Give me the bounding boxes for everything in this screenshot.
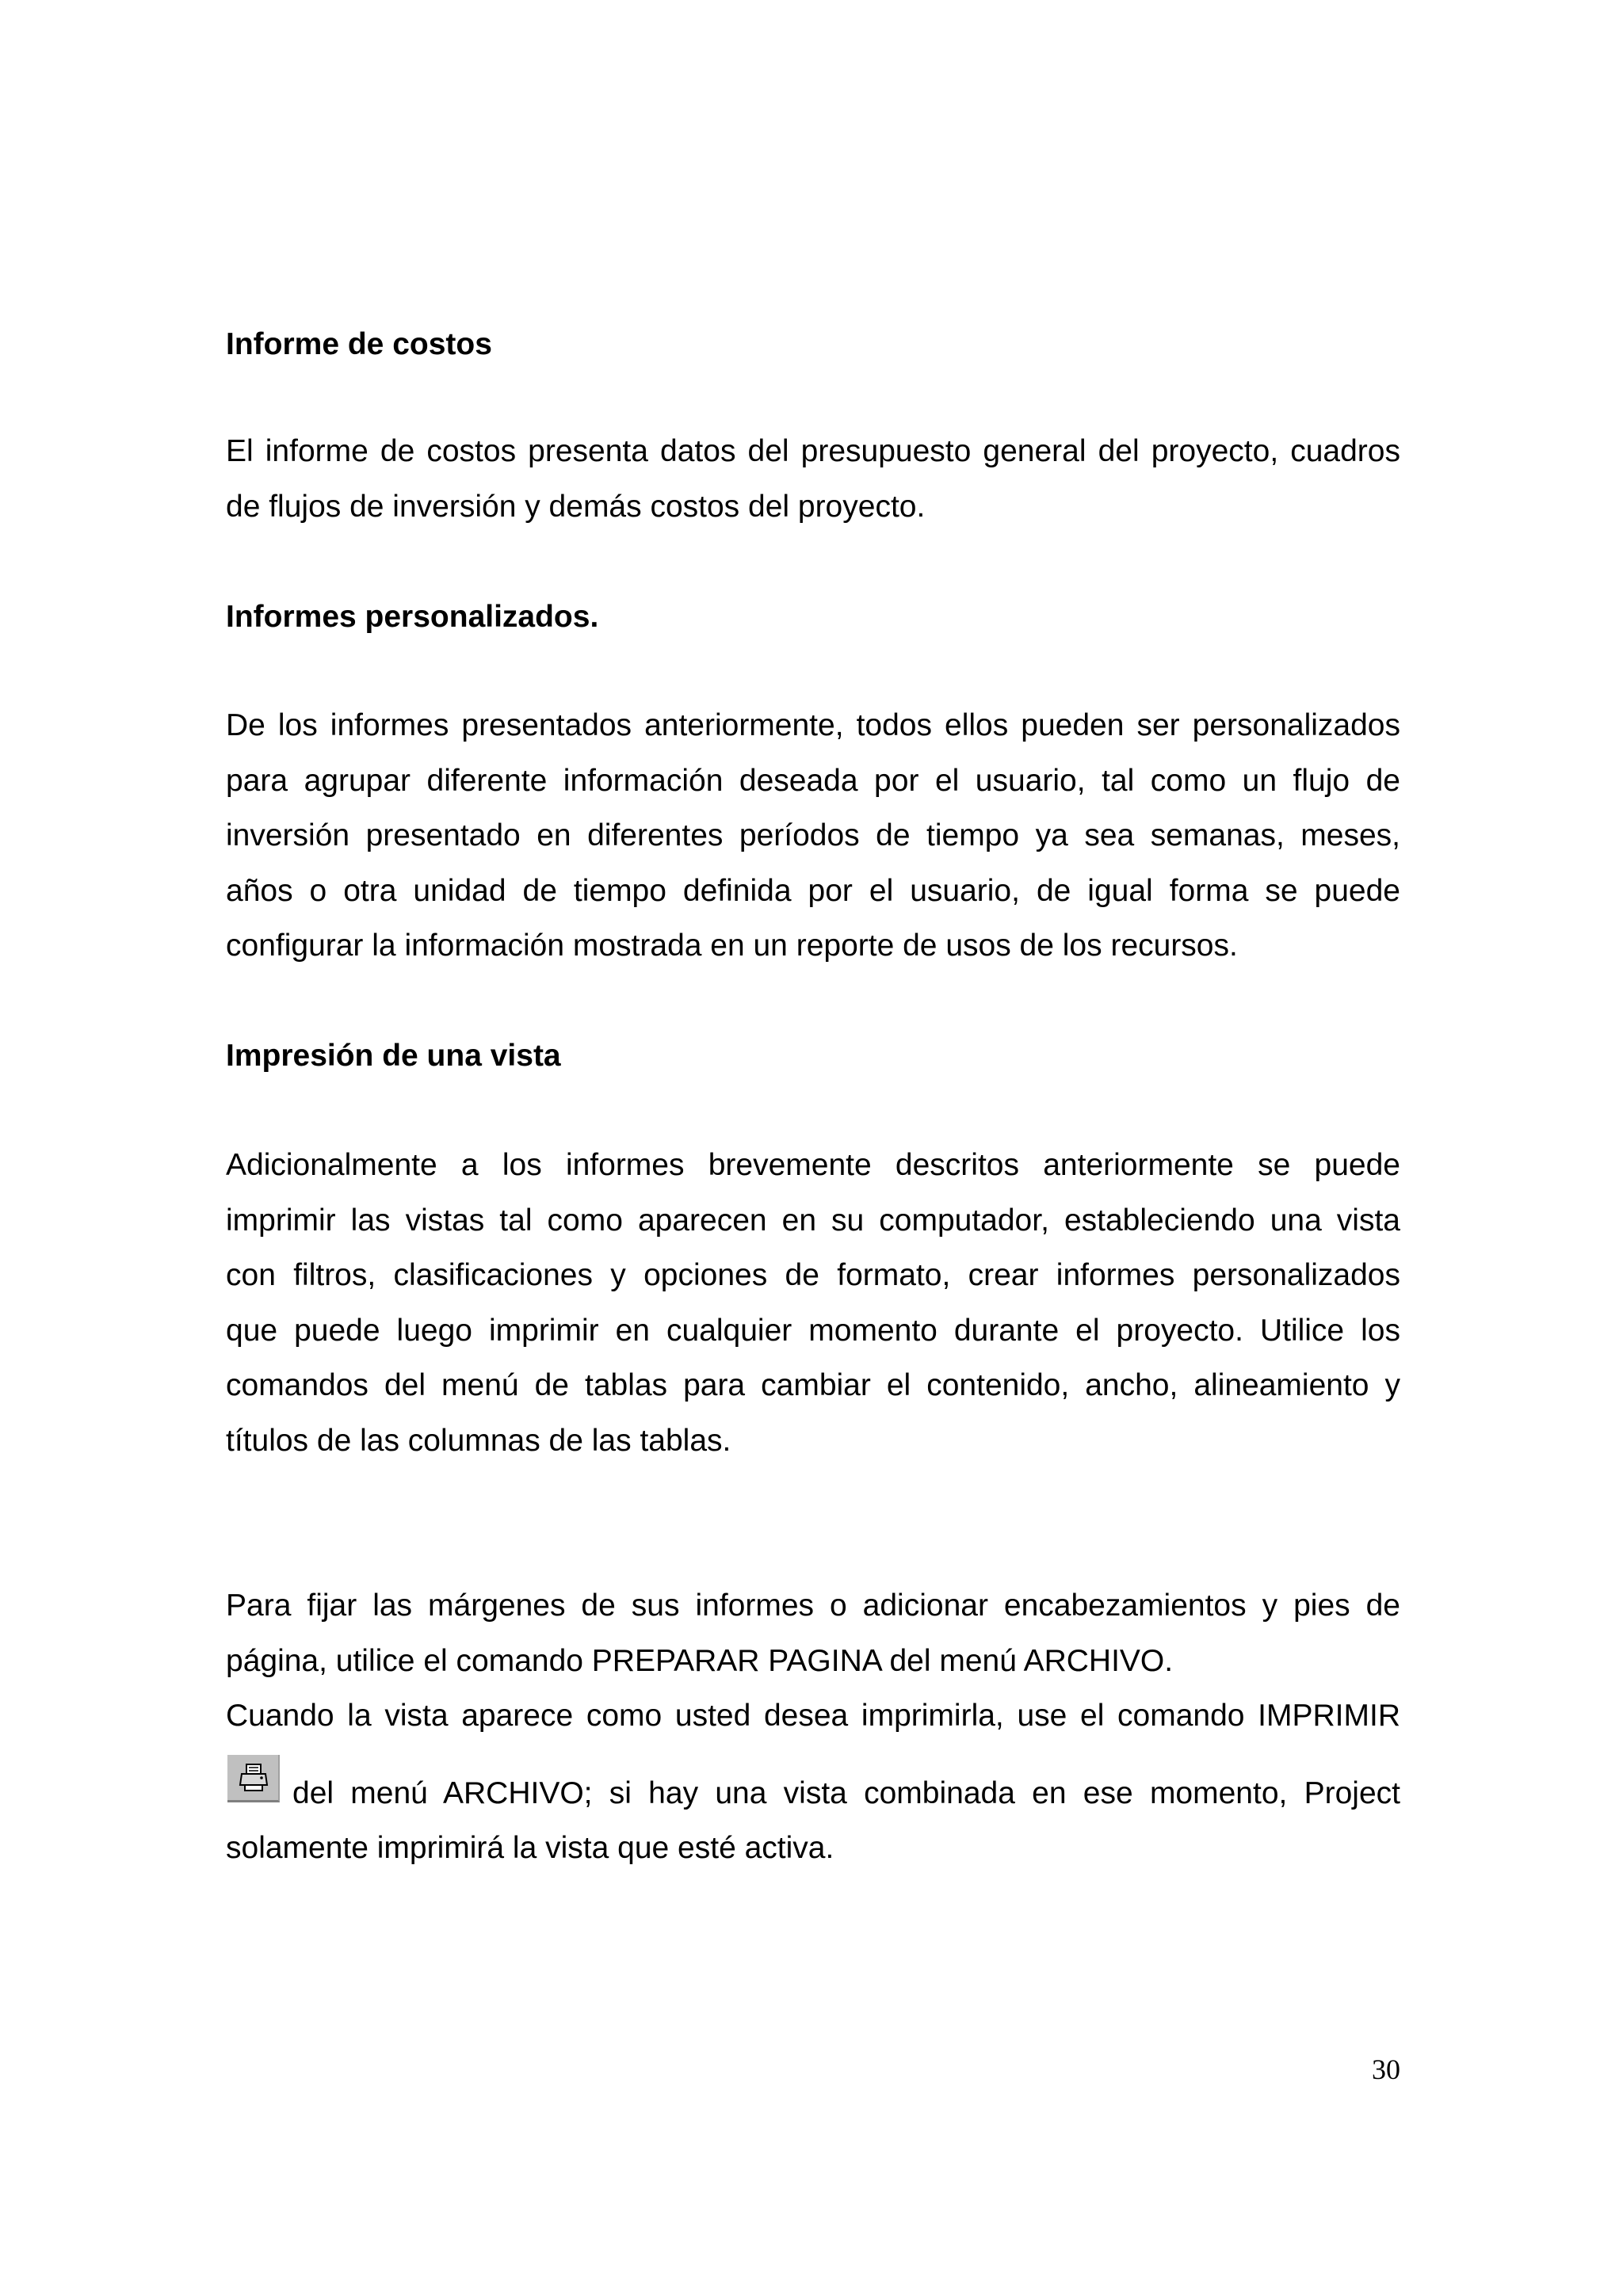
paragraph-line: inversión presentado en diferentes períodos de tiempo ya sea semanas, meses, (226, 818, 1400, 852)
printer-icon (227, 1755, 280, 1802)
paragraph-line: De los informes presentados anteriormente, todos ellos pueden ser personalizados (226, 708, 1400, 742)
paragraph-line: títulos de las columnas de las tablas. (226, 1423, 731, 1458)
paragraph-preparar-pagina (226, 1578, 1400, 1688)
paragraph-line: con filtros, clasificaciones y opciones de formato, crear informes personalizados (226, 1258, 1400, 1292)
paragraph-line: El informe de costos presenta datos del presupuesto general del proyecto, cuadros (226, 434, 1400, 468)
paragraph-informes-personalizados (226, 698, 1400, 974)
page-number: 30 (1372, 2054, 1400, 2085)
paragraph-imprimir-end (226, 1821, 1400, 1876)
paragraph-line: del menú ARCHIVO; si hay una vista combinada en ese momento, Project (292, 1776, 1400, 1810)
paragraph-line: Adicionalmente a los informes brevemente descritos anteriormente se puede (226, 1148, 1400, 1182)
paragraph-impresion-vista (226, 1138, 1400, 1468)
paragraph-line: configurar la información mostrada en un reporte de usos de los recursos. (226, 929, 1238, 963)
paragraph-line: comandos del menú de tablas para cambiar el contenido, ancho, alineamiento y (226, 1368, 1400, 1402)
paragraph-line: página, utilice el comando PREPARAR PAGINA del menú ARCHIVO. (226, 1643, 1174, 1678)
paragraph-line: que puede luego imprimir en cualquier momento durante el proyecto. Utilice los (226, 1313, 1400, 1348)
section-heading-impresion-de-una-vista: Impresión de una vista (226, 1039, 561, 1073)
paragraph-line: de flujos de inversión y demás costos del proyecto. (226, 489, 926, 524)
paragraph-line: solamente imprimirá la vista que esté activa. (226, 1831, 834, 1865)
paragraph-line: Para fijar las márgenes de sus informes o adicionar encabezamientos y pies de (226, 1589, 1400, 1623)
paragraph-imprimir-icon-line (226, 1755, 1400, 1831)
paragraph-line: para agrupar diferente información deseada por el usuario, tal como un flujo de (226, 763, 1400, 798)
paragraph-line: años o otra unidad de tiempo definida por el usuario, de igual forma se puede (226, 873, 1400, 908)
paragraph-informe-costos (226, 424, 1400, 534)
paragraph-line: Cuando la vista aparece como usted desea imprimirla, use el comando IMPRIMIR (226, 1699, 1400, 1733)
section-heading-informes-personalizados: Informes personalizados. (226, 600, 599, 634)
paragraph-imprimir (226, 1688, 1400, 1744)
paragraph-line: imprimir las vistas tal como aparecen en su computador, estableciendo una vista (226, 1203, 1400, 1238)
section-heading-informe-de-costos: Informe de costos (226, 327, 492, 361)
